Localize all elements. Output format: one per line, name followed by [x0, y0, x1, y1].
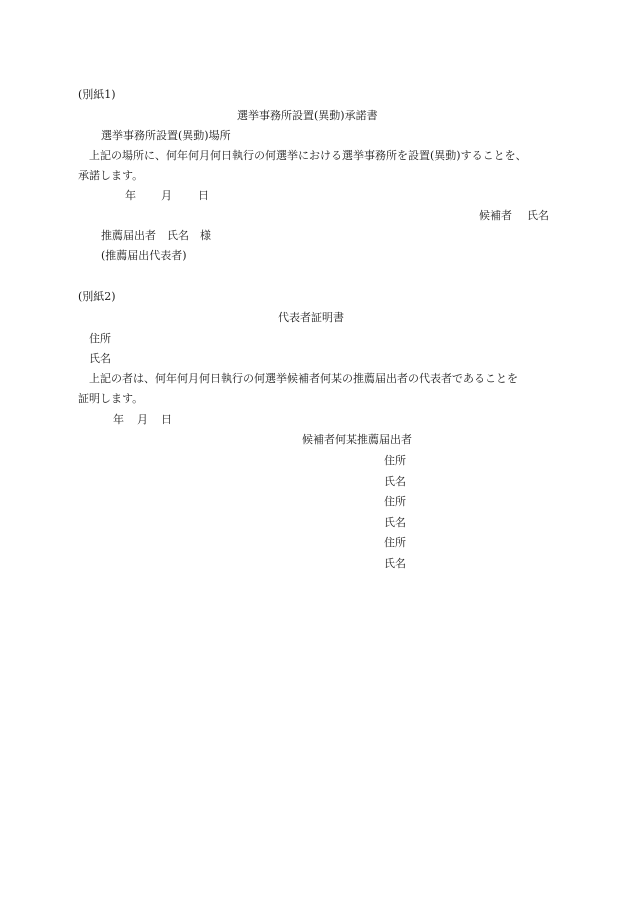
- form2-date-month: 月: [137, 413, 148, 426]
- signer-3-name-label: 氏名: [384, 557, 406, 570]
- form1-candidate-role: 候補者: [479, 209, 512, 222]
- form2-title: 代表者証明書: [278, 311, 344, 324]
- signer-3-address-label: 住所: [384, 536, 406, 549]
- form1-location-label: 選挙事務所設置(異動)場所: [101, 129, 231, 142]
- form1-date-month: 月: [161, 189, 172, 202]
- signer-2-name-label: 氏名: [384, 516, 406, 529]
- signer-1-address-label: 住所: [384, 454, 406, 467]
- form2-label: (別紙2): [78, 290, 116, 303]
- form1-date-year: 年: [125, 189, 136, 202]
- form2-body-line-2: 証明します。: [78, 392, 144, 405]
- form1-body-line-1: 上記の場所に、何年何月何日執行の何選挙における選挙事務所を設置(異動)することを、: [89, 149, 527, 162]
- form1-candidate-name: 氏名: [527, 209, 549, 222]
- form2-date-year: 年: [113, 413, 124, 426]
- form1-label: (別紙1): [78, 88, 116, 101]
- form1-addressee-note: (推薦届出代表者): [101, 249, 187, 262]
- form1-body-line-2: 承諾します。: [78, 169, 144, 182]
- form1-date-day: 日: [198, 189, 209, 202]
- form2-name-label: 氏名: [89, 352, 111, 365]
- signer-2-address-label: 住所: [384, 495, 406, 508]
- form2-signers-heading: 候補者何某推薦届出者: [302, 433, 412, 446]
- form2-date-day: 日: [161, 413, 172, 426]
- signer-1-name-label: 氏名: [384, 475, 406, 488]
- form2-address-label: 住所: [89, 332, 111, 345]
- form1-addressee: 推薦届出者 氏名 様: [101, 229, 211, 242]
- form1-title: 選挙事務所設置(異動)承諾書: [237, 109, 378, 122]
- form2-body-line-1: 上記の者は、何年何月何日執行の何選挙候補者何某の推薦届出者の代表者であることを: [89, 372, 518, 385]
